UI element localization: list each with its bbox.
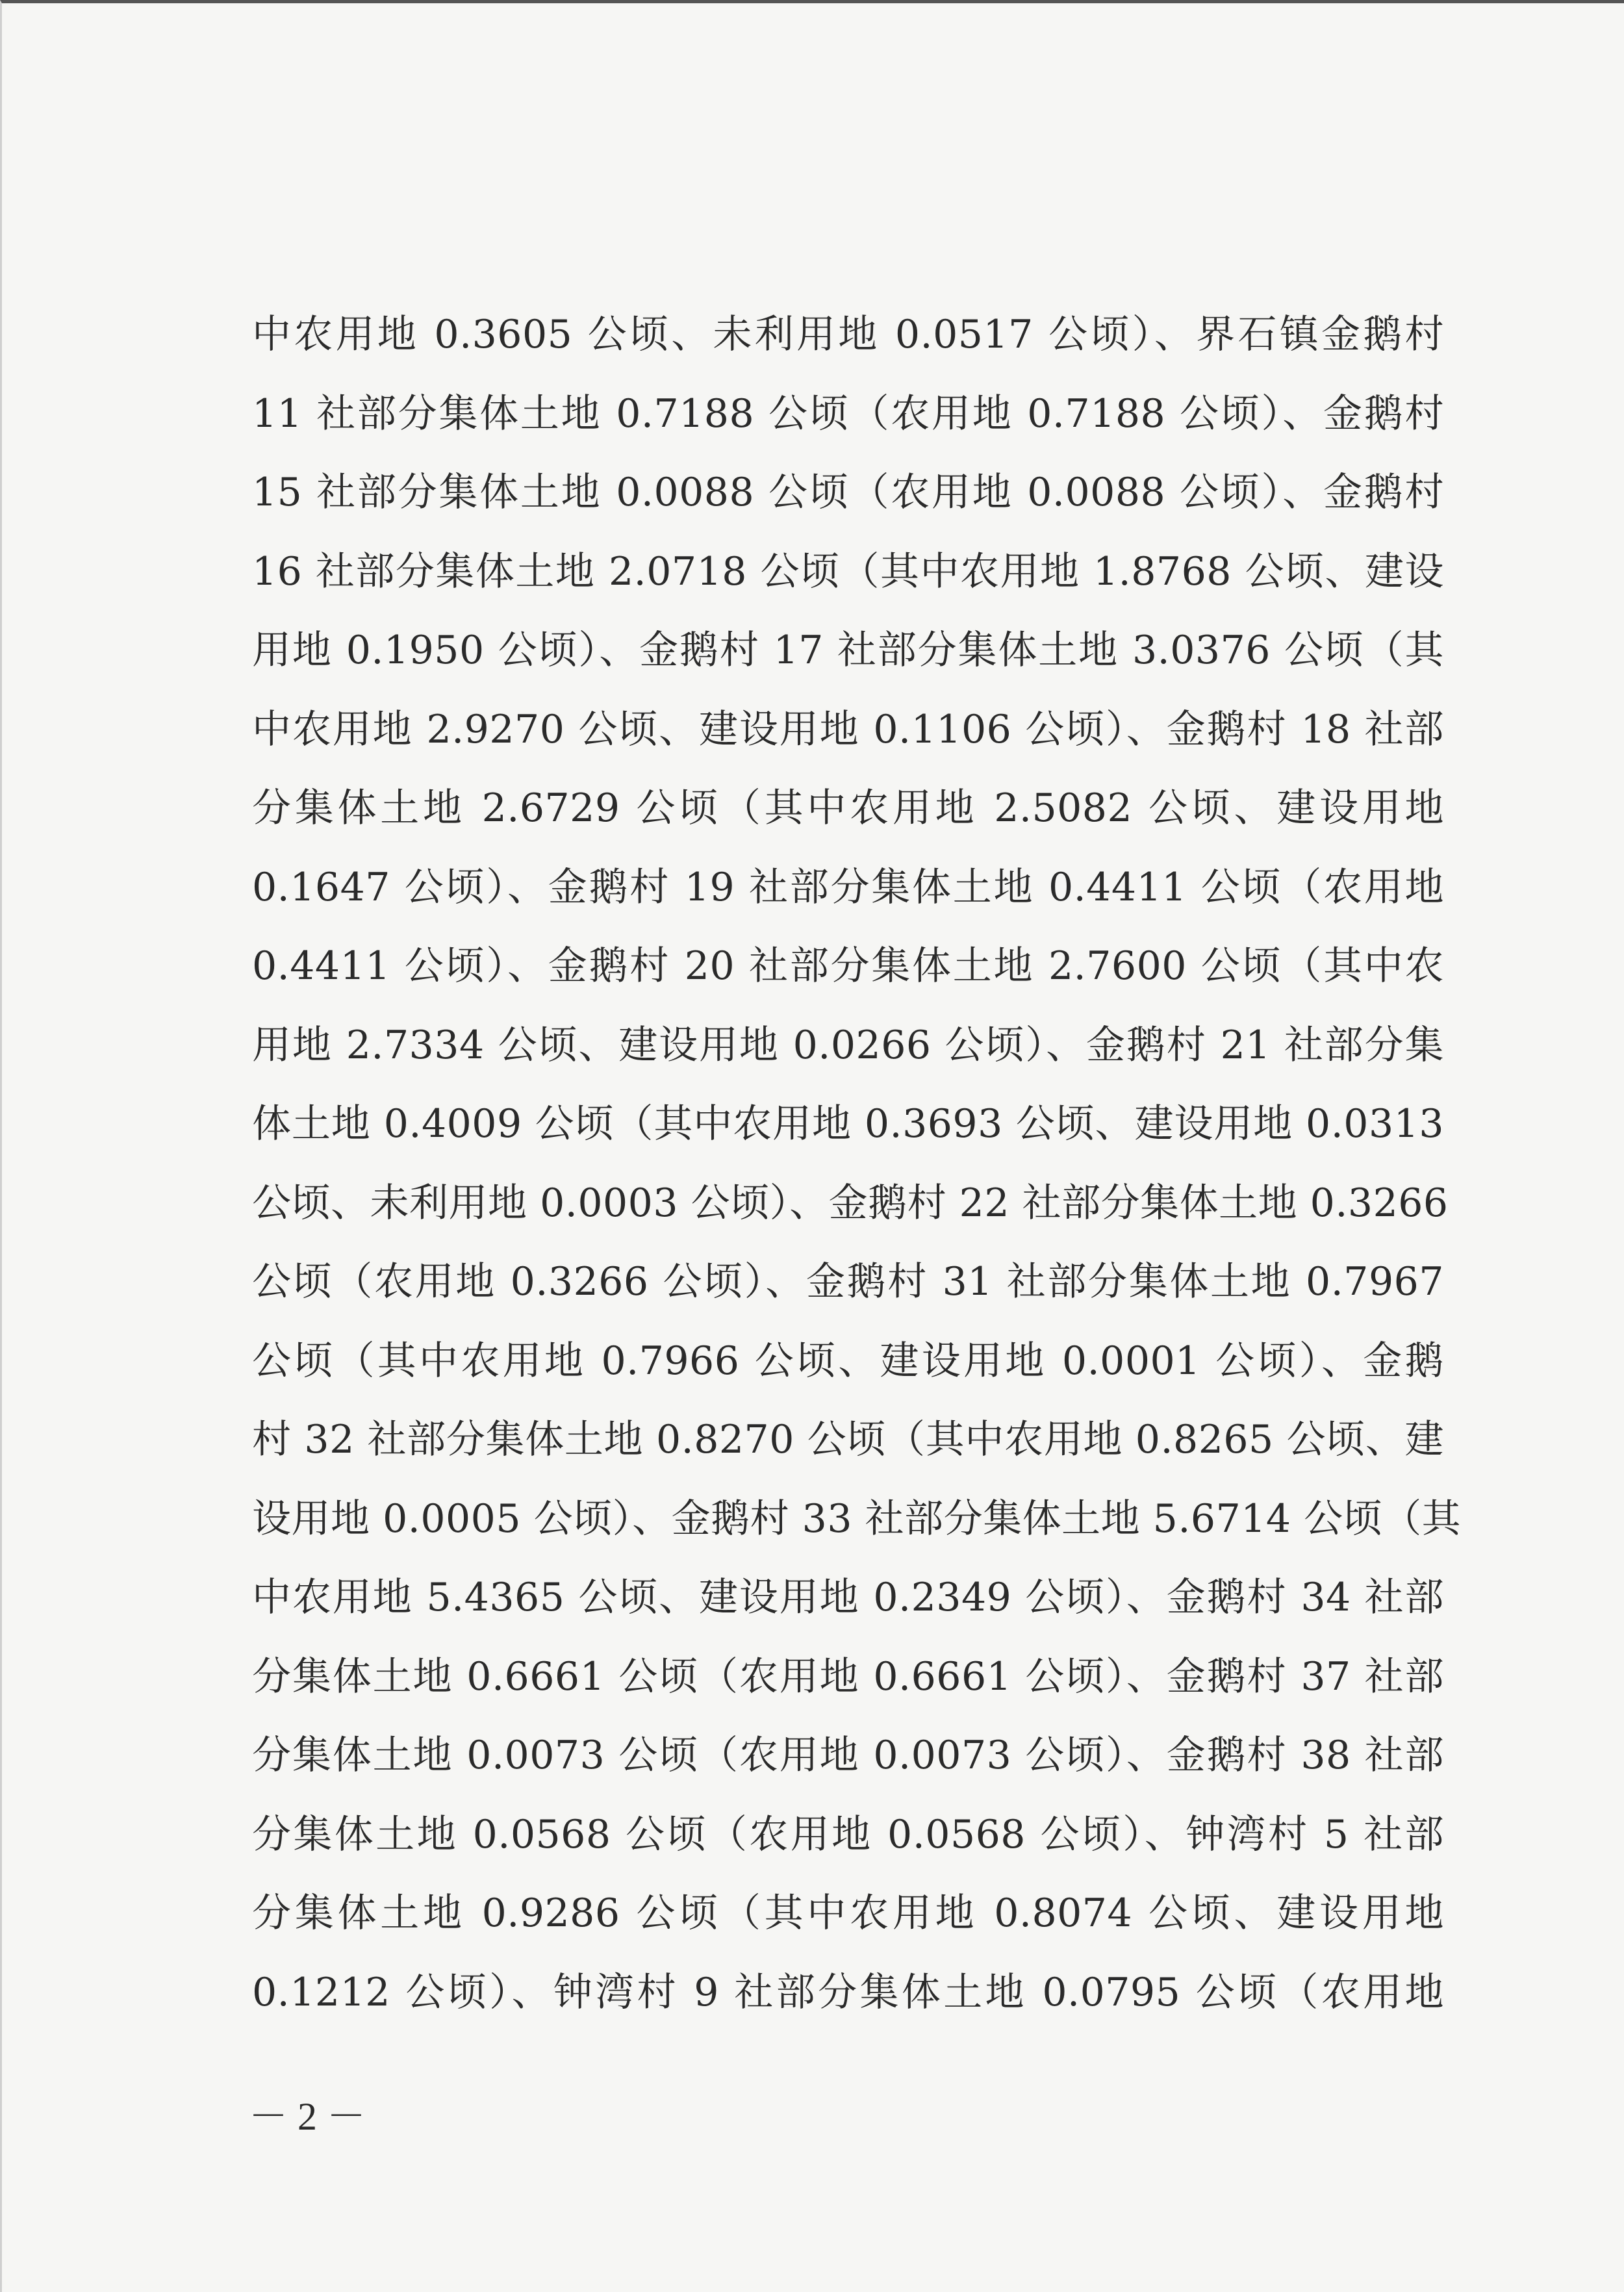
text-line: 0.1647 公顷）、金鹅村 19 社部分集体土地 0.4411 公顷（农用地 bbox=[252, 864, 1444, 910]
text-line: 中农用地 5.4365 公顷、建设用地 0.2349 公顷）、金鹅村 34 社部 bbox=[252, 1575, 1444, 1620]
text-line: 分集体土地 0.0568 公顷（农用地 0.0568 公顷）、钟湾村 5 社部 bbox=[252, 1811, 1444, 1857]
text-line: 分集体土地 0.6661 公顷（农用地 0.6661 公顷）、金鹅村 37 社部 bbox=[252, 1653, 1444, 1700]
text-line: 11 社部分集体土地 0.7188 公顷（农用地 0.7188 公顷）、金鹅村 bbox=[252, 390, 1444, 437]
text-line: 16 社部分集体土地 2.0718 公顷（其中农用地 1.8768 公顷、建设 bbox=[252, 548, 1444, 594]
page-number: － 2 － bbox=[249, 2095, 366, 2138]
text-line: 中农用地 2.9270 公顷、建设用地 0.1106 公顷）、金鹅村 18 社部 bbox=[252, 706, 1444, 752]
text-line: 分集体土地 0.0073 公顷（农用地 0.0073 公顷）、金鹅村 38 社部 bbox=[252, 1733, 1444, 1778]
text-line: 15 社部分集体土地 0.0088 公顷（农用地 0.0088 公顷）、金鹅村 bbox=[252, 470, 1444, 515]
text-line: 体土地 0.4009 公顷（其中农用地 0.3693 公顷、建设用地 0.0313 bbox=[252, 1101, 1444, 1147]
text-line: 公顷（农用地 0.3266 公顷）、金鹅村 31 社部分集体土地 0.7967 bbox=[252, 1259, 1444, 1305]
text-line: 公顷（其中农用地 0.7966 公顷、建设用地 0.0001 公顷）、金鹅 bbox=[252, 1338, 1444, 1384]
text-line: 用地 0.1950 公顷）、金鹅村 17 社部分集体土地 3.0376 公顷（其 bbox=[252, 628, 1444, 673]
text-line: 分集体土地 0.9286 公顷（其中农用地 0.8074 公顷、建设用地 bbox=[252, 1891, 1444, 1936]
text-line: 村 32 社部分集体土地 0.8270 公顷（其中农用地 0.8265 公顷、建 bbox=[252, 1417, 1444, 1462]
text-line: 0.4411 公顷）、金鹅村 20 社部分集体土地 2.7600 公顷（其中农 bbox=[252, 943, 1444, 989]
text-line: 用地 2.7334 公顷、建设用地 0.0266 公顷）、金鹅村 21 社部分集 bbox=[252, 1022, 1444, 1068]
body-text bbox=[252, 296, 1462, 2032]
text-line: 分集体土地 2.6729 公顷（其中农用地 2.5082 公顷、建设用地 bbox=[252, 785, 1444, 831]
text-line: 中农用地 0.3605 公顷、未利用地 0.0517 公顷）、界石镇金鹅村 bbox=[252, 312, 1444, 357]
text-line: 公顷、未利用地 0.0003 公顷）、金鹅村 22 社部分集体土地 0.3266 bbox=[252, 1180, 1449, 1226]
text-line: 0.1212 公顷）、钟湾村 9 社部分集体土地 0.0795 公顷（农用地 bbox=[252, 1969, 1444, 2015]
text-line: 设用地 0.0005 公顷）、金鹅村 33 社部分集体土地 5.6714 公顷（其 bbox=[252, 1496, 1462, 1542]
